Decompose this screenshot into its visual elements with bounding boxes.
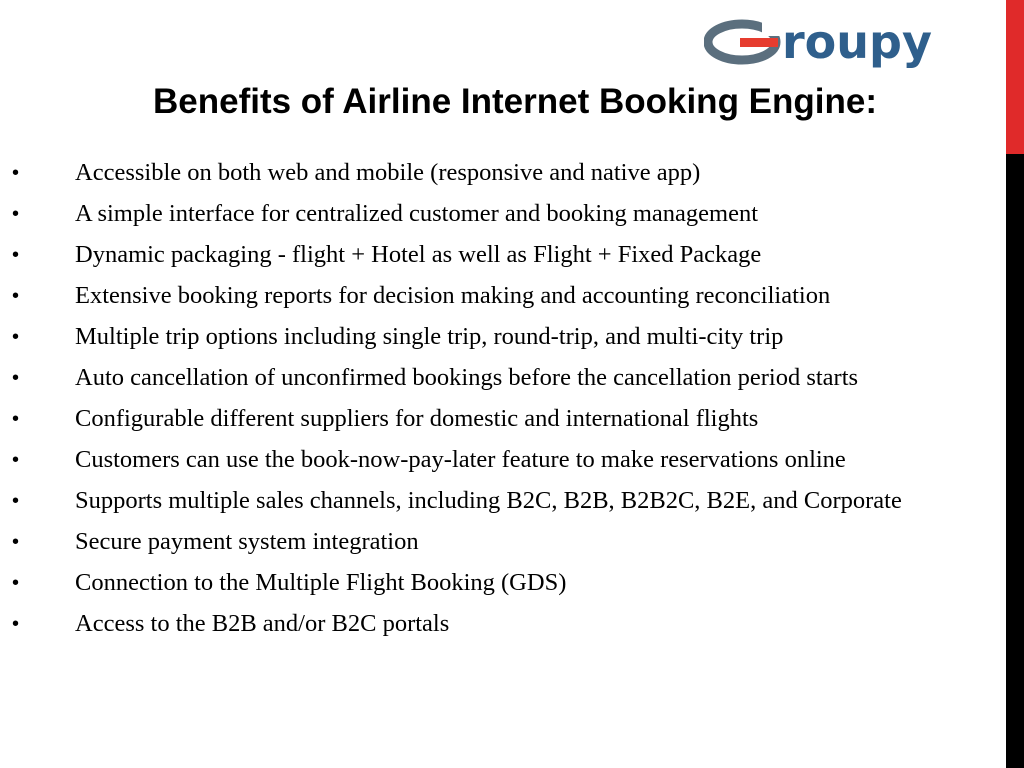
bullet-text: Accessible on both web and mobile (responsive and native app) xyxy=(75,159,701,186)
bullet-item xyxy=(0,570,1000,596)
bullet-marker: • xyxy=(12,408,20,430)
bullet-marker: • xyxy=(12,162,20,184)
bullet-marker: • xyxy=(12,449,20,471)
bullet-marker: • xyxy=(12,572,20,594)
bullet-marker: • xyxy=(12,613,20,635)
bullet-item xyxy=(0,365,1000,391)
slide-title: Benefits of Airline Internet Booking Engine: xyxy=(152,82,877,121)
bullet-text: Access to the B2B and/or B2C portals xyxy=(75,610,450,637)
bullet-item xyxy=(0,488,1000,514)
bullet-text: Customers can use the book-now-pay-later feature to make reservations online xyxy=(75,446,846,473)
bullet-marker: • xyxy=(12,203,20,225)
logo-letters: roupy xyxy=(782,15,932,69)
groupy-logo xyxy=(704,14,1004,70)
bullet-list xyxy=(0,160,1000,652)
bullet-marker: • xyxy=(12,531,20,553)
bullet-text: Connection to the Multiple Flight Booking (GDS) xyxy=(75,569,567,596)
bullet-marker: • xyxy=(12,490,20,512)
bullet-marker: • xyxy=(12,326,20,348)
bullet-item xyxy=(0,160,1000,186)
bullet-item xyxy=(0,529,1000,555)
side-bar-accent xyxy=(1006,0,1024,154)
bullet-marker: • xyxy=(12,367,20,389)
logo-g-gap xyxy=(762,20,780,36)
bullet-text: Dynamic packaging - flight + Hotel as well as Flight + Fixed Package xyxy=(75,241,762,268)
bullet-marker: • xyxy=(12,244,20,266)
logo-g-bar xyxy=(740,38,778,47)
bullet-item xyxy=(0,201,1000,227)
groupy-logo-graphic xyxy=(704,14,1004,70)
bullet-item xyxy=(0,242,1000,268)
bullet-text: A simple interface for centralized customer and booking management xyxy=(75,200,759,227)
bullet-item xyxy=(0,324,1000,350)
bullet-item xyxy=(0,611,1000,637)
bullet-text: Multiple trip options including single trip, round-trip, and multi-city trip xyxy=(75,323,784,350)
bullet-text: Extensive booking reports for decision making and accounting reconciliation xyxy=(75,282,831,309)
bullet-text: Configurable different suppliers for domestic and international flights xyxy=(75,405,759,432)
bullet-item xyxy=(0,406,1000,432)
bullet-marker: • xyxy=(12,285,20,307)
bullet-item xyxy=(0,283,1000,309)
bullet-item xyxy=(0,447,1000,473)
bullet-text: Secure payment system integration xyxy=(75,528,419,555)
bullet-text: Auto cancellation of unconfirmed bookings before the cancellation period starts xyxy=(75,364,859,391)
bullet-text: Supports multiple sales channels, including B2C, B2B, B2B2C, B2E, and Corporate xyxy=(75,487,902,514)
